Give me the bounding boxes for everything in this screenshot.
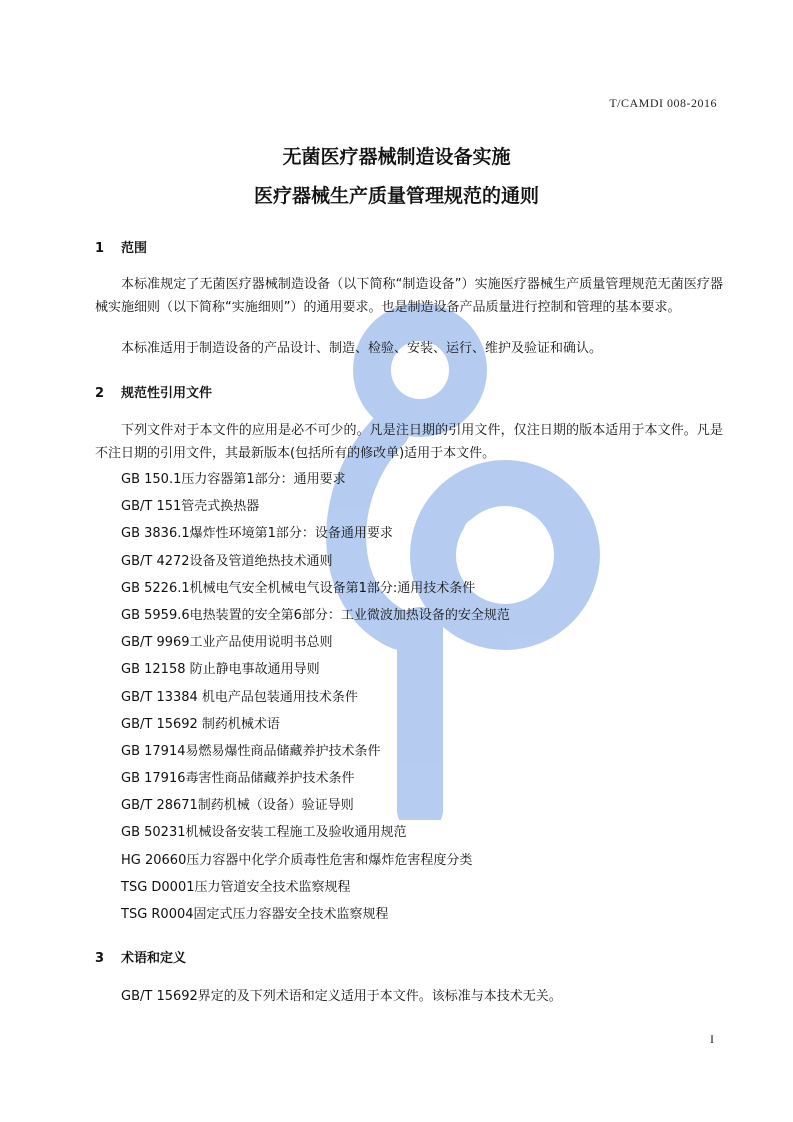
reference-item: GB 50231机械设备安装工程施工及验收通用规范 [121,825,407,841]
reference-item: TSG R0004固定式压力容器安全技术监察规程 [121,907,389,922]
section-title: 范围 [121,241,148,256]
section-number: 3 [95,951,105,966]
reference-item: GB/T 15692 制药机械术语 [121,716,280,732]
reference-item: GB 17916毒害性商品储藏养护技术条件 [121,771,355,787]
reference-item: GB 150.1压力容器第1部分：通用要求 [121,472,346,487]
section-title: 规范性引用文件 [121,386,213,401]
section-number: 1 [95,241,105,256]
reference-item: GB 3836.1爆炸性环境第1部分：设备通用要求 [121,526,393,542]
reference-item: GB/T 28671制药机械（设备）验证导则 [121,798,354,814]
scope-paragraph-2: 本标准适用于制造设备的产品设计、制造、检验、安装、运行、维护及验证和确认。 [121,341,603,356]
document-title-line-2: 医疗器械生产质量管理规范的通则 [253,185,539,207]
reference-item: TSG D0001压力管道安全技术监察规程 [121,879,351,895]
terms-paragraph: GB/T 15692界定的及下列术语和定义适用于本文件。该标准与本技术无关。 [121,989,562,1004]
reference-item: GB 5226.1机械电气安全机械电气设备第1部分:通用技术条件 [121,580,476,596]
reference-item: GB/T 9969工业产品使用说明书总则 [121,635,333,651]
references-intro-paragraph: 下列文件对于本文件的应用是必不可少的。凡是注日期的引用文件，仅注日期的版本适用于本文件。凡是不注日期的引用文件，其最新版本(包括所有的修改单)适用于本文件。 [95,423,723,461]
reference-item: GB/T 13384 机电产品包装通用技术条件 [121,689,358,705]
document-title-line-1: 无菌医疗器械制造设备实施 [282,146,511,168]
section-title: 术语和定义 [121,951,187,966]
reference-item: HG 20660压力容器中化学介质毒性危害和爆炸危害程度分类 [121,852,473,868]
scope-paragraph-1: 本标准规定了无菌医疗器械制造设备（以下简称“制造设备”）实施医疗器械生产质量管理规范无菌医疗器械实施细则（以下简称“实施细则”）的通用要求。也是制造设备产品质量进行控制和管理的基本要求。 [95,277,723,315]
reference-item: GB 17914易燃易爆性商品储藏养护技术条件 [121,743,381,759]
section-heading-scope [95,237,147,256]
page-number: I [710,1032,714,1046]
section-number: 2 [95,386,105,401]
reference-item: GB 12158 防止静电事故通用导则 [121,662,320,678]
reference-item: GB 5959.6电热装置的安全第6部分：工业微波加热设备的安全规范 [121,607,510,623]
reference-item: GB/T 4272设备及管道绝热技术通则 [121,553,333,569]
document-code: T/CAMDI 008-2016 [609,96,717,110]
section-heading-terms-definitions [95,947,186,966]
reference-item: GB/T 151管壳式换热器 [121,499,260,515]
section-heading-normative-references [95,382,212,401]
reference-list [121,466,510,928]
